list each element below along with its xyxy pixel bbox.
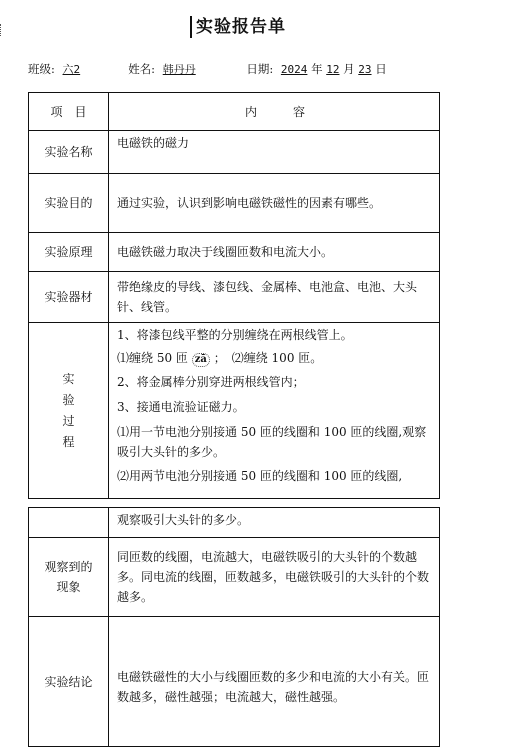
purpose-label-cell: 实验目的 (29, 174, 109, 233)
class-label: 班级: (28, 62, 55, 76)
materials-value-cell: 带绝缘皮的导线、漆包线、金属棒、电池盒、电池、大头针、线管。 (109, 272, 440, 323)
report-table-continued (28, 507, 440, 747)
step-2: 2、将金属棒分别穿进两根线管内； (117, 375, 305, 389)
conclusion-label-cell: 实验结论 (29, 617, 109, 747)
pinyin-annotation: zā (192, 353, 210, 367)
observation-label-cell (29, 538, 109, 617)
principle-value-cell: 电磁铁磁力取决于线圈匝数和电流大小。 (109, 233, 440, 272)
step-3a: ⑴用一节电池分别接通 50 匝的线圈和 100 匝的线圈,观察吸引大头针的多少。 (117, 425, 427, 459)
table-row (29, 508, 440, 538)
name-value-cell: 电磁铁的磁力 (109, 131, 440, 174)
step-3b-continued: 观察吸引大头针的多少。 (109, 508, 440, 538)
step-1: 1、将漆包线平整的分别缠绕在两根线管上。 (117, 328, 353, 342)
table-row (29, 233, 440, 272)
process-char: 程 (62, 434, 75, 449)
table-header-row (29, 93, 440, 131)
date-year: 2024 (280, 63, 308, 76)
date-label: 日期: (246, 62, 274, 76)
observation-label-line1: 观察到的 (44, 560, 93, 574)
page-title: 实验报告单 (190, 16, 286, 38)
date-month: 12 (326, 63, 340, 76)
header-info (28, 61, 387, 77)
year-unit: 年 (311, 62, 323, 76)
name-value: 韩丹丹 (162, 63, 196, 76)
header-item: 项 目 (29, 93, 109, 131)
step-1a-text: ⑴缠绕 50 匝 (117, 351, 188, 365)
process-char: 验 (62, 392, 75, 407)
step-1a (117, 348, 433, 368)
class-value: 六2 (62, 63, 81, 76)
step-3: 3、接通电流验证磁力。 (117, 400, 245, 414)
header-content: 内 容 (109, 93, 440, 131)
name-label: 姓名: (128, 62, 156, 76)
table-row (29, 538, 440, 617)
table-row (29, 323, 440, 499)
observation-label-line2: 现象 (56, 580, 81, 594)
conclusion-value-cell: 电磁铁磁性的大小与线圈匝数的多少和电流的大小有关。匝数越多，磁性越强；电流越大，磁性越强。 (109, 617, 440, 747)
table-row (29, 272, 440, 323)
purpose-value-cell: 通过实验，认识到影响电磁铁磁性的因素有哪些。 (109, 174, 440, 233)
empty-label-cell (29, 508, 109, 538)
step-3b: ⑵用两节电池分别接通 50 匝的线圈和 100 匝的线圈, (117, 469, 403, 483)
name-label-cell: 实验名称 (29, 131, 109, 174)
month-unit: 月 (343, 62, 355, 76)
table-row (29, 174, 440, 233)
day-unit: 日 (375, 62, 387, 76)
process-label-cell (29, 323, 109, 499)
principle-label-cell: 实验原理 (29, 233, 109, 272)
process-char: 过 (62, 413, 75, 428)
table-row (29, 617, 440, 747)
table-row (29, 131, 440, 174)
margin-mark (0, 24, 4, 36)
observation-value-cell: 同匝数的线圈，电流越大，电磁铁吸引的大头针的个数越多。同电流的线圈，匝数越多，电磁铁吸引的大头针的个数越多。 (109, 538, 440, 617)
report-table (28, 92, 440, 499)
process-char: 实 (62, 371, 75, 386)
date-day: 23 (358, 63, 372, 76)
materials-label-cell: 实验器材 (29, 272, 109, 323)
process-label (62, 369, 74, 453)
process-value-cell (109, 323, 440, 499)
step-1b-text: ； ⑵缠绕 100 匝。 (213, 351, 323, 365)
